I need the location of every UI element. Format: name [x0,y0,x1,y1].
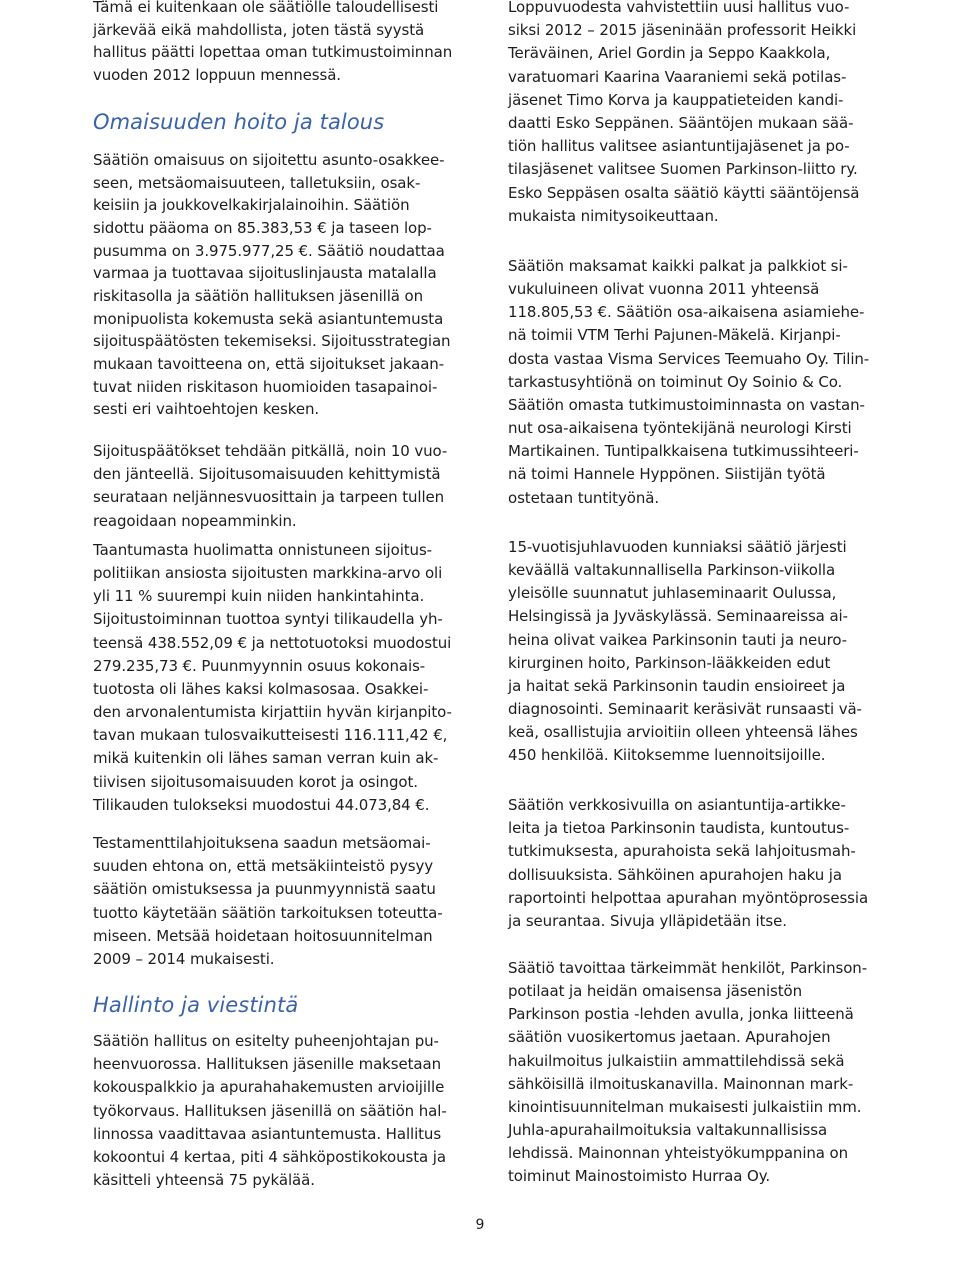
text-line: kokoontui 4 kertaa, piti 4 sähköpostikokousta ja [93,1148,446,1167]
paragraph-juhlavuosi [508,536,862,768]
text-line: seurataan neljännesvuosittain ja tarpeen tullen [93,488,445,507]
text-line: kirurginen hoito, Parkinson-lääkkeiden edut [508,653,831,672]
text-line: hakuilmoitus julkaistiin ammattilehdissä sekä [508,1051,845,1070]
text-line: Sijoituspäätökset tehdään pitkällä, noin 10 vuo- [93,442,448,460]
text-line: heina olivat vaikea Parkinsonin tauti ja neuro- [508,630,847,649]
text-line: keä, osallistujia arvioitiin olleen yhteensä lähes [508,723,858,742]
text-line: reagoidaan nopeamminkin. [93,511,297,530]
text-line: raportointi helpottaa apurahan myöntöprosessia [508,888,869,907]
text-line: riskitasolla ja säätiön hallituksen jäsenillä on [93,286,424,305]
text-line: Juhla-apurahailmoituksia valtakunnallisissa [508,1121,828,1140]
text-line: leita ja tietoa Parkinsonin taudista, kuntoutus- [508,819,850,838]
text-line: seen, metsäomaisuuteen, talletuksiin, osak- [93,173,421,192]
text-line: vukuluineen olivat vuonna 2011 yhteensä [508,280,820,299]
text-line: Tämä ei kuitenkaan ole säätiölle taloudellisesti [93,0,439,16]
text-line: 2009 – 2014 mukaisesti. [93,950,275,969]
text-line: politiikan ansiosta sijoitusten markkina-arvo oli [93,564,443,583]
text-line: jäsenet Timo Korva ja kauppatieteiden kandi- [508,90,844,109]
text-line: keväällä valtakunnallisella Parkinson-viikolla [508,561,836,580]
text-line: ostetaan tuntityönä. [508,488,659,507]
text-line: sesti eri vaihtoehtojen kesken. [93,400,320,419]
text-line: kokouspalkkio ja apurahahakemusten arvioijille [93,1078,445,1097]
text-line: den jänteellä. Sijoitusomaisuuden kehittymistä [93,465,441,484]
text-line: Esko Seppäsen osalta säätiö käytti sääntöjensä [508,183,860,202]
paragraph-sijoituspaatokset [93,440,447,533]
text-line: nä toimii VTM Terhi Pajunen-Mäkelä. Kirjanpi- [508,326,841,345]
text-line: Säätiön hallitus on esitelty puheenjohtajan pu- [93,1032,439,1050]
page-number: 9 [475,1217,485,1233]
text-line: Säätiön omasta tutkimustoiminnasta on vastan- [508,395,865,414]
text-line: nä toimi Hannele Hyppönen. Siistijän työtä [508,465,826,484]
text-line: säätiön omistuksessa ja puunmyynnistä saatu [93,880,436,899]
text-line: Martikainen. Tuntipalkkaisena tutkimussihteeri- [508,442,859,461]
text-line: daatti Esko Seppänen. Sääntöjen mukaan sää- [508,114,854,133]
text-line: dosta vastaa Visma Services Teemuaho Oy. Tilin- [508,349,870,368]
text-line: 118.805,53 €. Säätiön osa-aikaisena asiamiehe- [508,303,865,322]
heading-hallinto-ja-viestinta: Hallinto ja viestintä [93,993,299,1017]
text-line: tutkimuksesta, apurahoista sekä lahjoitusmah- [508,842,856,861]
text-line: tavan mukaan tulosvaikutteisesti 116.111,42 €, [93,726,448,745]
text-line: tiivisen sijoitusomaisuuden korot ja osingot. [93,772,418,791]
heading-omaisuuden-hoito: Omaisuuden hoito ja talous [93,110,385,134]
text-line: den arvonalentumista kirjattiin hyvän kirjanpito- [93,703,452,722]
text-line: kinointisuunnitelman mukaisesti julkaistiin mm. [508,1097,862,1116]
text-line: ja haitat sekä Parkinsonin taudin ensioireet ja [508,676,846,695]
text-line: yleisölle suunnatut juhlaseminaarit Oulussa, [508,584,837,603]
text-line: Parkinson postia -lehden avulla, jonka liitteenä [508,1005,854,1024]
paragraph-uusi-hallitus [508,0,859,228]
text-line: Taantumasta huolimatta onnistuneen sijoitus- [93,541,432,559]
text-line: Sijoitustoiminnan tuottoa syntyi tilikaudella yh- [93,610,443,629]
text-line: tuotosta oli lähes kaksi kolmasosaa. Osakkei- [93,679,429,698]
text-line: pusumma on 3.975.977,25 €. Säätiö noudattaa [93,241,445,260]
text-line: nut osa-aikaisena työntekijänä neurologi Kirsti [508,419,852,438]
text-line: tuvat niiden riskitason huomioiden tasapainoi- [93,377,438,396]
text-line: käsitteli yhteensä 75 pykälää. [93,1171,315,1190]
text-line: potilaat ja heidän omaisensa jäsenistön [508,982,802,1001]
text-line: työkorvaus. Hallituksen jäsenillä on säätiön hal- [93,1101,447,1120]
text-line: Testamenttilahjoituksena saadun metsäomai- [93,834,431,852]
text-line: mukaista nimitysoikeuttaan. [508,206,719,225]
text-line: sähköisillä ilmoituskanavilla. Mainonnan mark- [508,1074,854,1093]
text-line: varmaa ja tuottavaa sijoituslinjausta matalalla [93,264,437,283]
text-line: Loppuvuodesta vahvistettiin uusi hallitus vuo- [508,0,850,16]
text-line: Teräväinen, Ariel Gordin ja Seppo Kaakkola, [508,44,831,63]
text-line: suuden ehtona on, että metsäkiinteistö pysyy [93,857,434,876]
text-line: 279.235,73 €. Puunmyynnin osuus kokonais- [93,656,426,675]
paragraph-testamentti [93,832,443,971]
text-line: Tilikauden tulokseksi muodostui 44.073,84 €. [93,795,430,814]
text-line: säätiön vuosikertomus jaetaan. Apurahojen [508,1028,831,1047]
text-line: sidottu pääoma on 85.383,53 € ja taseen lop- [93,218,432,237]
paragraph-tavoittaminen [508,957,867,1189]
text-line: tilasjäsenet valitsee Suomen Parkinson-liitto ry. [508,160,858,179]
text-line: Säätiön maksamat kaikki palkat ja palkkiot si- [508,257,848,275]
text-line: Säätiö tavoittaa tärkeimmät henkilöt, Parkinson- [508,959,868,977]
text-line: monipuolista kokemusta sekä asiantuntemusta [93,309,444,328]
text-line: 15-vuotisjuhlavuoden kunniaksi säätiö järjesti [508,538,847,556]
text-line: Säätiön omaisuus on sijoitettu asunto-osakkee- [93,151,445,169]
text-line: järkevää eikä mahdollista, joten tästä syystä [93,20,425,39]
paragraph-hallitus [93,1030,447,1192]
text-line: siksi 2012 – 2015 jäseninään professorit Heikki [508,21,857,40]
text-line: teensä 438.552,09 € ja nettotuotoksi muodostui [93,633,452,652]
text-line: ja seurantaa. Sivuja ylläpidetään itse. [508,912,787,931]
text-line: 450 henkilöä. Kiitoksemme luennoitsijoille. [508,746,826,765]
text-line: sijoituspäätösten tekemiseksi. Sijoitusstrategian [93,332,451,351]
text-line: tuotto käytetään säätiön tarkoituksen toteutta- [93,903,443,922]
text-line: vuoden 2012 loppuun mennessä. [93,65,341,84]
text-line: varatuomari Kaarina Vaaraniemi sekä potilas- [508,67,847,86]
text-line: keisiin ja joukkovelkakirjalainoihin. Säätiön [93,196,410,215]
text-line: toiminut Mainostoimisto Hurraa Oy. [508,1167,771,1186]
paragraph-omaisuus [93,149,450,421]
text-line: tarkastusyhtiönä on toiminut Oy Soinio & Co. [508,372,843,391]
paragraph-verkkosivut [508,794,868,933]
text-line: dollisuuksista. Sähköinen apurahojen haku ja [508,865,842,884]
paragraph-palkat [508,255,869,510]
text-line: Säätiön verkkosivuilla on asiantuntija-artikke- [508,796,846,814]
text-line: heenvuorossa. Hallituksen jäsenille maksetaan [93,1055,441,1074]
text-line: hallitus päätti lopettaa oman tutkimustoiminnan [93,43,453,62]
text-line: miseen. Metsää hoidetaan hoitosuunnitelman [93,926,433,945]
text-line: Helsingissä ja Jyväskylässä. Seminaareissa ai- [508,607,848,626]
text-line: lehdissä. Mainonnan yhteistyökumppanina on [508,1144,849,1163]
text-line: linnossa vaadittavaa asiantuntemusta. Hallitus [93,1124,442,1143]
text-line: mikä kuitenkin oli lähes saman verran kuin ak- [93,749,439,768]
paragraph-sijoitustoiminta [93,539,452,817]
text-line: tiön hallitus valitsee asiantuntijajäsenet ja po- [508,137,850,156]
text-line: diagnosointi. Seminaarit keräsivät runsaasti vä- [508,700,862,719]
text-line: yli 11 % suurempi kuin niiden hankintahinta. [93,587,425,606]
text-line: mukaan tavoitteena on, että sijoitukset jakaan- [93,354,445,373]
paragraph-tutkimustoiminta [93,0,452,86]
